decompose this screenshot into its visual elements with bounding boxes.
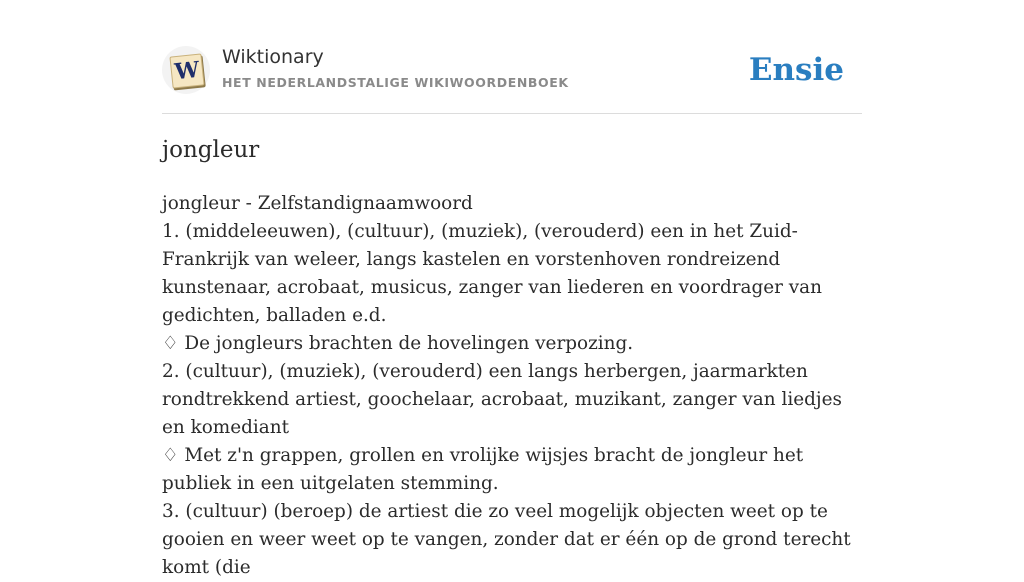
example-2: ♢ Met z'n grappen, grollen en vrolijke wijsjes bracht de jongleur het publiek in een uitgelaten stemming.: [162, 445, 804, 494]
definition-2: 2. (cultuur), (muziek), (verouderd) een langs herbergen, jaarmarkten rondtrekkend artiest, goochelaar, acrobaat, muzikant, zanger van liedjes en komediant: [162, 361, 842, 438]
definition-3: 3. (cultuur) (beroep) de artiest die zo veel mogelijk objecten weet op te gooien en weer weet op te vangen, zonder dat er één op de grond terecht komt (die: [162, 501, 851, 578]
example-1: ♢ De jongleurs brachten de hovelingen verpozing.: [162, 333, 634, 354]
entry-content: [162, 190, 864, 582]
wiktionary-logo-icon[interactable]: [162, 46, 210, 94]
definition-1: 1. (middeleeuwen), (cultuur), (muziek), (verouderd) een in het Zuid-Frankrijk van weleer, langs kastelen en vorstenhoven rondreizend kunstenaar, acrobaat, musicus, zanger van liederen en voordrager van gedichten, balladen e.d.: [162, 221, 822, 326]
header-divider: [162, 113, 862, 114]
ensie-brand-logo[interactable]: Ensie: [748, 52, 844, 88]
site-tagline: HET NEDERLANDSTALIGE WIKIWOORDENBOEK: [222, 75, 569, 90]
site-header: [162, 46, 862, 96]
word-type-line: jongleur - Zelfstandignaamwoord: [162, 193, 473, 214]
page-title: jongleur: [162, 137, 260, 163]
logo-letter: W: [169, 53, 204, 88]
site-name[interactable]: Wiktionary: [222, 46, 324, 68]
